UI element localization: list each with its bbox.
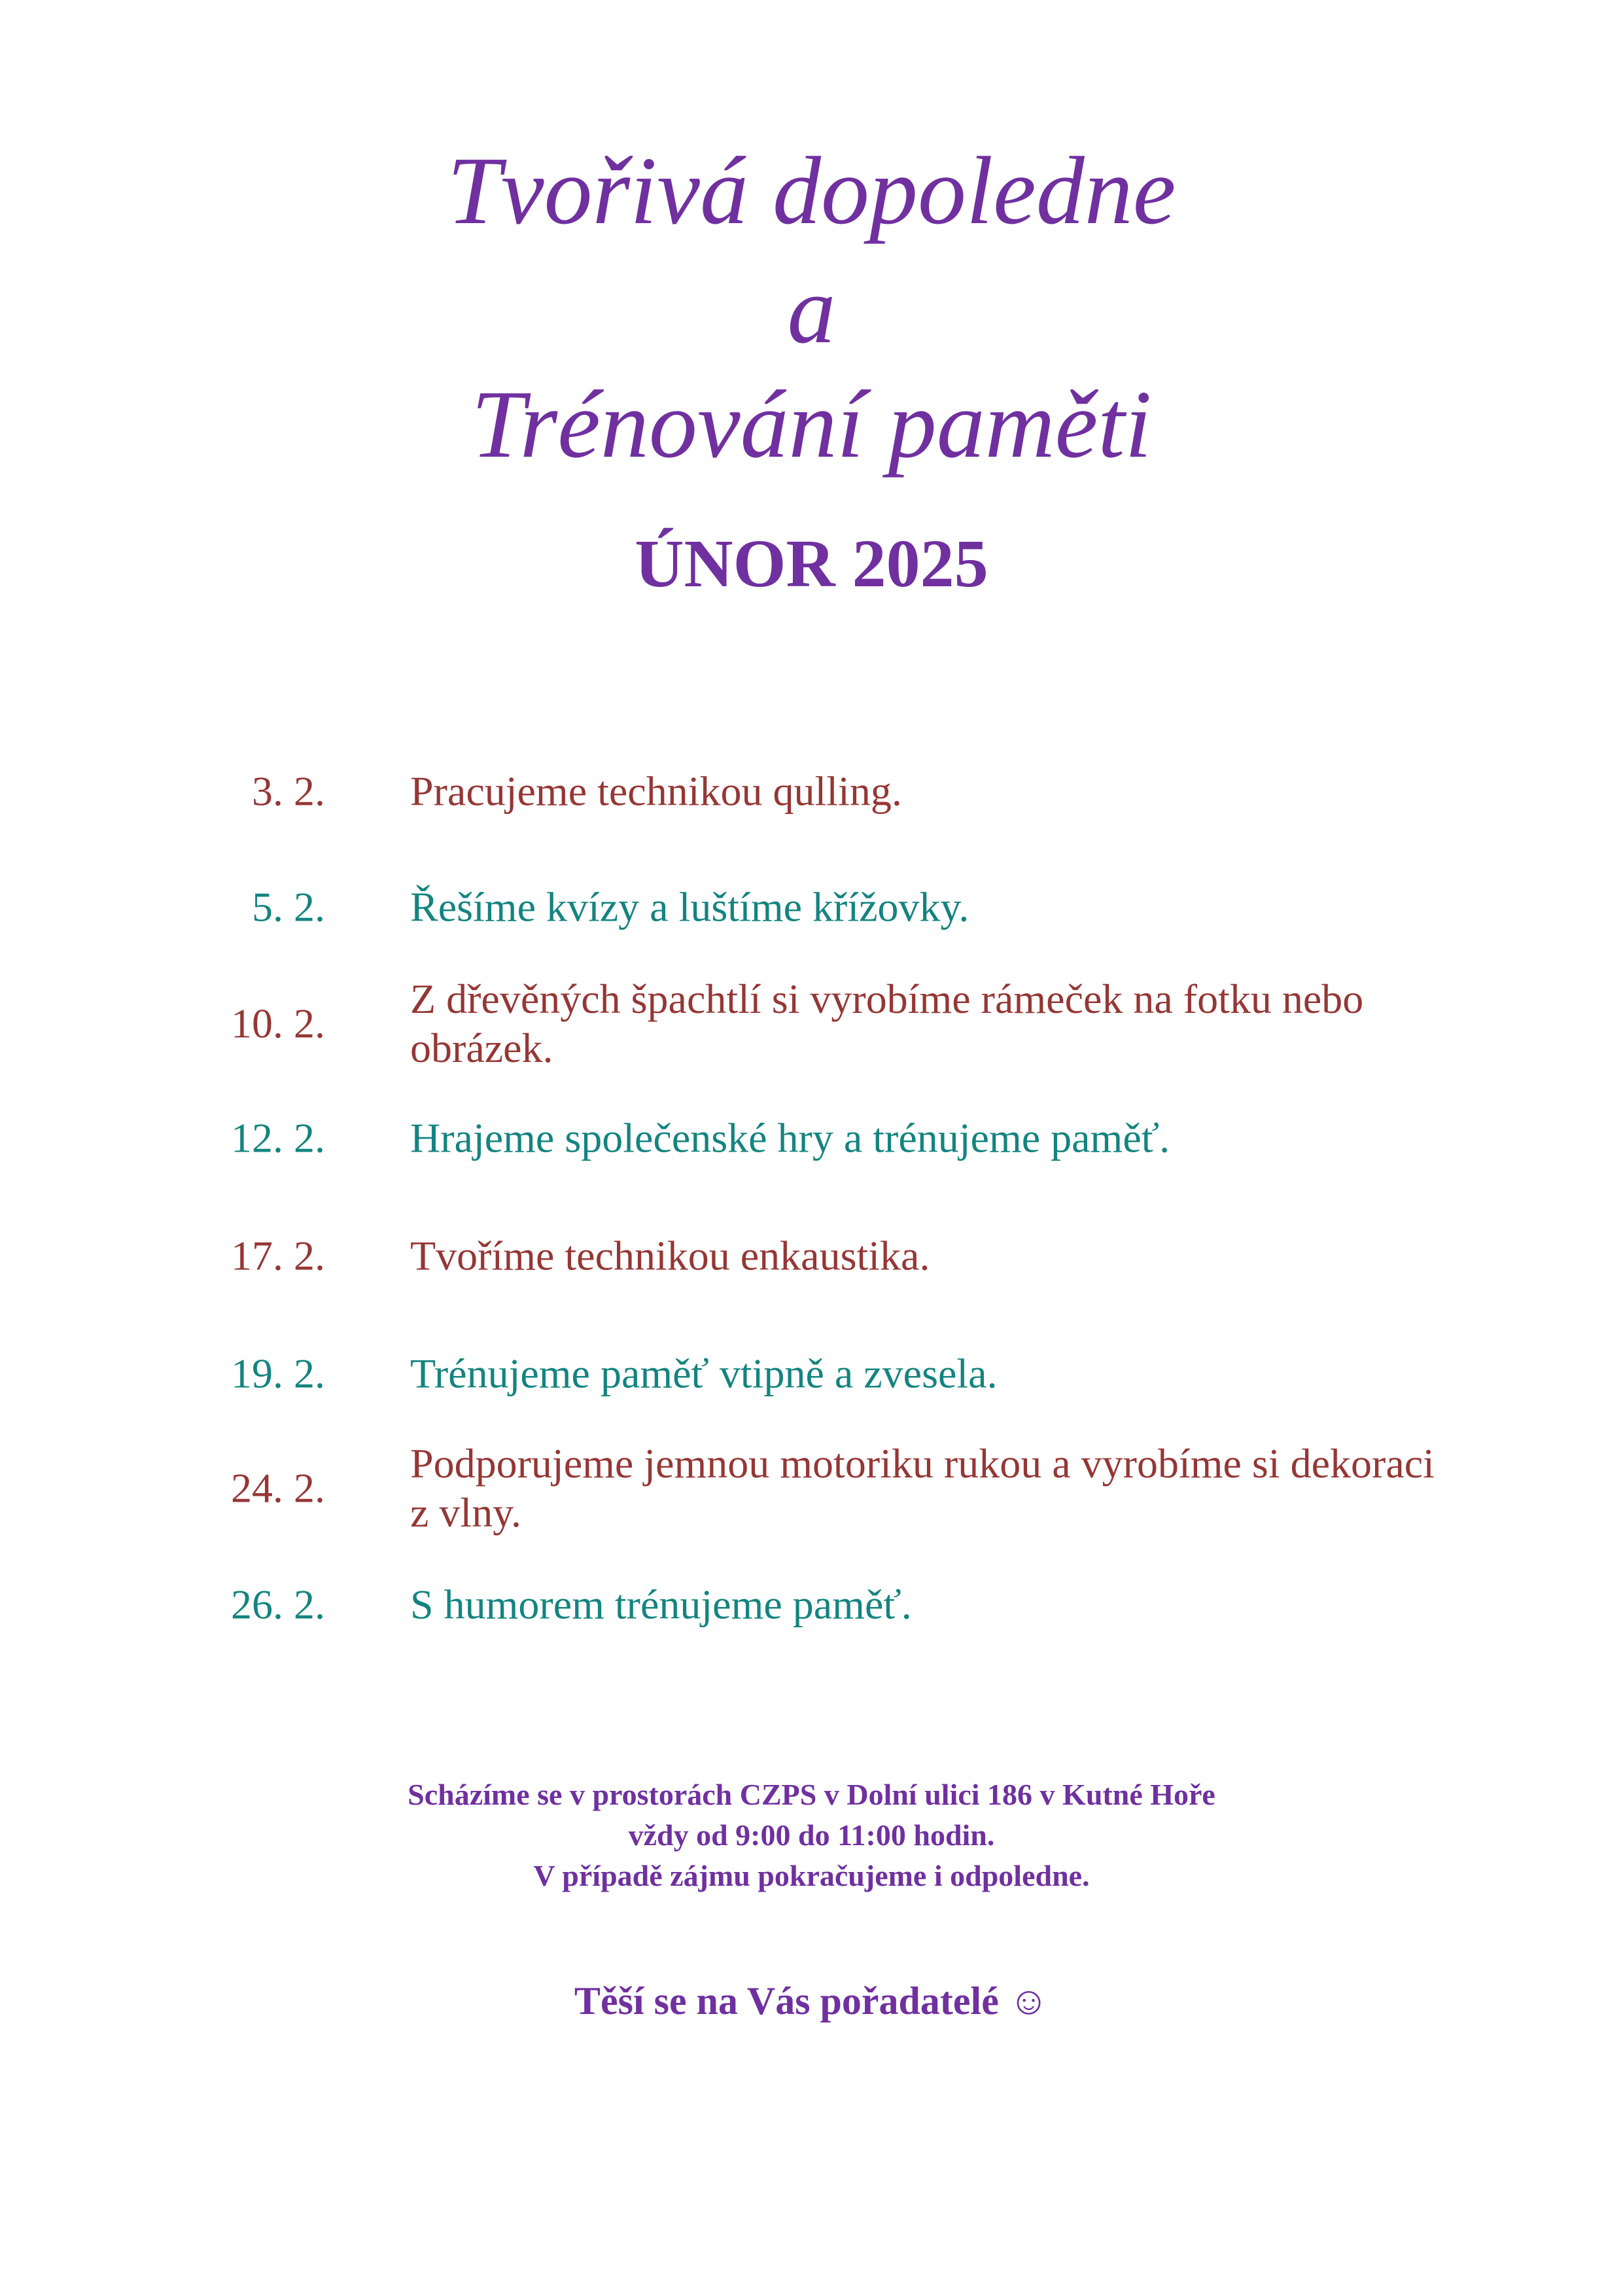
- schedule-row: [0, 1439, 1623, 1538]
- schedule-date: 24. 2.: [231, 1464, 325, 1511]
- schedule-text: Podporujeme jemnou motoriku rukou a vyrobíme si dekoraci z vlny.: [410, 1440, 1435, 1536]
- closing-greeting: Těší se na Vás pořadatelé ☺: [574, 1979, 1049, 2022]
- schedule-date: 3. 2.: [252, 768, 325, 815]
- schedule-date: 12. 2.: [231, 1114, 325, 1161]
- schedule-row: [0, 743, 1623, 841]
- schedule-row: [0, 1089, 1623, 1188]
- schedule-text: Řešíme kvízy a luštíme křížovky.: [410, 883, 969, 930]
- schedule-row: [0, 1556, 1623, 1654]
- schedule-row: [0, 975, 1623, 1073]
- schedule-date: 17. 2.: [231, 1232, 325, 1279]
- meeting-info-line-3: V případě zájmu pokračujeme i odpoledne.: [533, 1859, 1090, 1892]
- schedule-date: 26. 2.: [231, 1581, 325, 1628]
- title-line-1: Tvořivá dopoledne: [447, 137, 1176, 245]
- schedule-row: [0, 858, 1623, 957]
- schedule-date: 5. 2.: [252, 883, 325, 930]
- schedule-text: Z dřevěných špachtlí si vyrobíme rámeček na fotku nebo obrázek.: [410, 976, 1364, 1071]
- month-heading: ÚNOR 2025: [635, 526, 988, 601]
- meeting-info: [0, 1775, 1623, 1896]
- schedule-text: Hrajeme společenské hry a trénujeme paměť.: [410, 1114, 1170, 1161]
- meeting-info-line-1: Scházíme se v prostorách CZPS v Dolní ulici 186 v Kutné Hoře: [408, 1778, 1215, 1811]
- schedule-date: 19. 2.: [231, 1350, 325, 1397]
- schedule-date: 10. 2.: [231, 1000, 325, 1047]
- title-line-3: Trénování paměti: [471, 371, 1152, 478]
- meeting-info-line-2: vždy od 9:00 do 11:00 hodin.: [628, 1818, 995, 1852]
- schedule-text: Pracujeme technikou qulling.: [410, 768, 902, 815]
- title-line-2: a: [787, 256, 836, 364]
- schedule-text: Tvoříme technikou enkaustika.: [410, 1232, 930, 1279]
- schedule-text: S humorem trénujeme paměť.: [410, 1581, 912, 1628]
- schedule-row: [0, 1207, 1623, 1305]
- schedule-row: [0, 1325, 1623, 1423]
- schedule-text: Trénujeme paměť vtipně a zvesela.: [410, 1350, 998, 1397]
